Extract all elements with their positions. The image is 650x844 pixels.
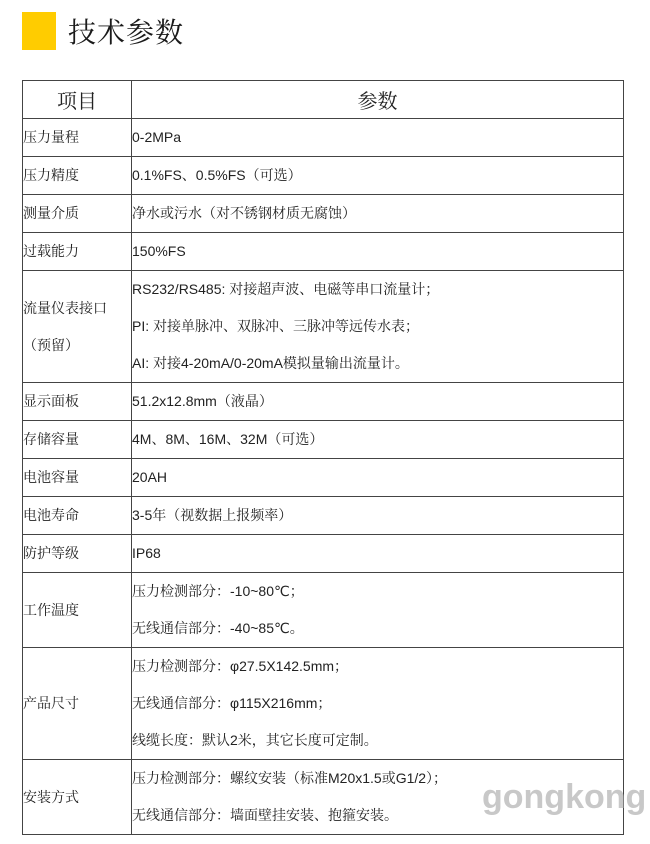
row-value bbox=[132, 459, 624, 497]
row-label bbox=[23, 760, 132, 835]
row-label-line: （预留） bbox=[23, 336, 79, 353]
row-label-line: 存储容量 bbox=[23, 431, 79, 447]
row-value bbox=[132, 271, 624, 383]
table-row bbox=[23, 119, 624, 157]
row-value-line: 线缆长度：默认2米，其它长度可定制。 bbox=[132, 732, 378, 748]
row-label bbox=[23, 573, 132, 648]
table-row bbox=[23, 271, 624, 383]
row-label-line: 显示面板 bbox=[23, 393, 79, 409]
row-value-line: RS232/RS485: 对接超声波、电磁等串口流量计； bbox=[132, 281, 440, 297]
row-label bbox=[23, 497, 132, 535]
row-label-line: 测量介质 bbox=[23, 205, 79, 221]
row-value bbox=[132, 383, 624, 421]
row-label-line: 压力精度 bbox=[23, 167, 79, 183]
row-label bbox=[23, 157, 132, 195]
row-value-line: 51.2x12.8mm（液晶） bbox=[132, 393, 273, 409]
table-row bbox=[23, 497, 624, 535]
row-value-line: 0.1%FS、0.5%FS（可选） bbox=[132, 167, 302, 183]
row-label bbox=[23, 233, 132, 271]
accent-block bbox=[22, 12, 56, 50]
row-label bbox=[23, 195, 132, 233]
row-value-line: 20AH bbox=[132, 469, 168, 485]
row-label-line: 产品尺寸 bbox=[23, 695, 79, 711]
column-header-item: 项目 bbox=[23, 81, 132, 119]
table-header-row bbox=[23, 81, 624, 119]
row-value bbox=[132, 119, 624, 157]
row-value bbox=[132, 157, 624, 195]
row-value-line: PI: 对接单脉冲、双脉冲、三脉冲等远传水表； bbox=[132, 318, 420, 334]
row-value bbox=[132, 497, 624, 535]
row-value-line: 3-5年（视数据上报频率） bbox=[132, 507, 293, 523]
row-value-line: 0-2MPa bbox=[132, 129, 182, 145]
watermark: gongkong bbox=[482, 778, 647, 816]
row-value-line: IP68 bbox=[132, 545, 161, 561]
row-value-line: 无线通信部分：墙面壁挂安装、抱箍安装。 bbox=[132, 807, 398, 823]
row-label bbox=[23, 535, 132, 573]
row-label-line: 电池寿命 bbox=[23, 507, 79, 523]
row-value bbox=[132, 233, 624, 271]
table-row bbox=[23, 421, 624, 459]
table-row bbox=[23, 233, 624, 271]
row-label-line: 流量仪表接口 bbox=[23, 299, 107, 316]
row-value-line: 净水或污水（对不锈钢材质无腐蚀） bbox=[132, 205, 356, 221]
row-label bbox=[23, 119, 132, 157]
row-label bbox=[23, 383, 132, 421]
table-body bbox=[23, 119, 624, 835]
row-label-line: 工作温度 bbox=[23, 601, 79, 618]
row-value bbox=[132, 535, 624, 573]
column-header-param: 参数 bbox=[132, 81, 624, 119]
row-value bbox=[132, 195, 624, 233]
table-row bbox=[23, 459, 624, 497]
row-label bbox=[23, 271, 132, 383]
table-row bbox=[23, 383, 624, 421]
row-label bbox=[23, 648, 132, 760]
row-label-line: 防护等级 bbox=[23, 545, 79, 561]
table-row bbox=[23, 157, 624, 195]
row-value-line: 压力检测部分：螺纹安装（标准M20x1.5或G1/2）； bbox=[132, 770, 448, 786]
row-value-line: 150%FS bbox=[132, 243, 186, 259]
table-row bbox=[23, 573, 624, 648]
row-value bbox=[132, 648, 624, 760]
row-value bbox=[132, 421, 624, 459]
section-header bbox=[22, 12, 184, 50]
table-row bbox=[23, 195, 624, 233]
row-label bbox=[23, 421, 132, 459]
row-label bbox=[23, 459, 132, 497]
row-value-line: AI: 对接4-20mA/0-20mA模拟量输出流量计。 bbox=[132, 355, 409, 371]
row-label-line: 压力量程 bbox=[23, 129, 79, 145]
row-value bbox=[132, 573, 624, 648]
row-label-line: 电池容量 bbox=[23, 469, 79, 485]
table-row bbox=[23, 535, 624, 573]
row-value-line: 4M、8M、16M、32M（可选） bbox=[132, 431, 324, 447]
row-value-line: 无线通信部分：φ115X216mm； bbox=[132, 695, 332, 711]
page-title: 技术参数 bbox=[68, 17, 185, 48]
row-label-line: 过载能力 bbox=[23, 243, 79, 259]
table-row bbox=[23, 648, 624, 760]
row-value-line: 压力检测部分：-10~80℃； bbox=[132, 583, 304, 599]
row-value-line: 压力检测部分：φ27.5X142.5mm； bbox=[132, 658, 349, 674]
row-value-line: 无线通信部分：-40~85℃。 bbox=[132, 620, 304, 636]
spec-table bbox=[22, 80, 624, 835]
row-label-line: 安装方式 bbox=[23, 788, 79, 805]
